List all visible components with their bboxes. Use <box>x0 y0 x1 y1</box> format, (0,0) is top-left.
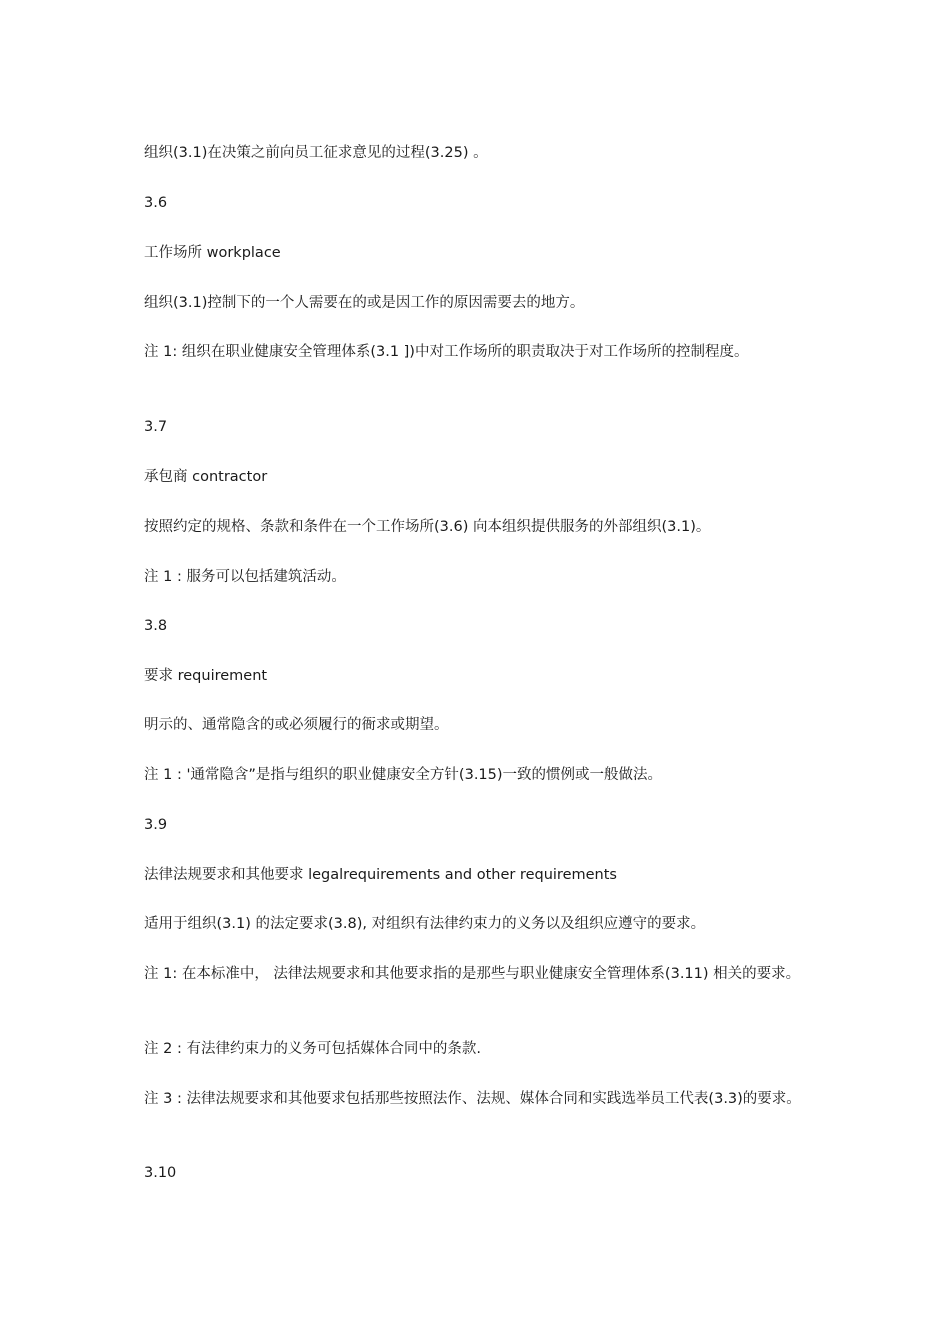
note-requirement-1: 注 1 : '通常隐含”是指与组织的职业健康安全方针(3.15)一致的惯例或一般做法。 <box>144 767 663 783</box>
note-legal-requirements-3: 注 3 : 法律法规要求和其他要求包括那些按照法作、法规、媒体合同和实践选举员工代表(3.3)的要求。 <box>144 1091 801 1107</box>
paragraph-consultation-definition: 组织(3.1)在决策之前向员工征求意见的过程(3.25) 。 <box>144 145 488 161</box>
definition-requirement: 明示的、通常隐含的或必须履行的衙求或期望。 <box>144 717 449 733</box>
definition-workplace: 组织(3.1)控制下的一个人需要在的或是因工作的原因需要去的地方。 <box>144 295 585 311</box>
clause-number-3-8: 3.8 <box>144 618 168 634</box>
clause-number-3-7: 3.7 <box>144 419 168 435</box>
note-workplace-1: 注 1: 组织在职业健康安全管理体系(3.1 ])中对工作场所的职责取决于对工作场所的控制程度。 <box>144 344 749 360</box>
term-workplace: 工作场所 workplace <box>144 245 281 261</box>
clause-number-3-10: 3.10 <box>144 1165 177 1181</box>
term-requirement: 要求 requirement <box>144 668 268 684</box>
note-legal-requirements-1: 注 1: 在本标准中， 法律法规要求和其他要求指的是那些与职业健康安全管理体系(3.11) 相关的要求。 <box>144 966 801 982</box>
term-legal-requirements: 法律法规要求和其他要求 legalrequirements and other requirements <box>144 867 617 883</box>
note-legal-requirements-2: 注 2 : 有法律约束力的义务可包括媒体合同中的条款. <box>144 1041 482 1057</box>
note-contractor-1: 注 1 : 服务可以包括建筑活动。 <box>144 569 346 585</box>
definition-contractor: 按照约定的规格、条款和条件在一个工作场所(3.6) 向本组织提供服务的外部组织(3.1)。 <box>144 519 711 535</box>
term-contractor: 承包商 contractor <box>144 469 268 485</box>
clause-number-3-6: 3.6 <box>144 195 168 211</box>
definition-legal-requirements: 适用于组织(3.1) 的法定要求(3.8), 对组织有法律约束力的义务以及组织应遵守的要求。 <box>144 916 706 932</box>
clause-number-3-9: 3.9 <box>144 817 168 833</box>
